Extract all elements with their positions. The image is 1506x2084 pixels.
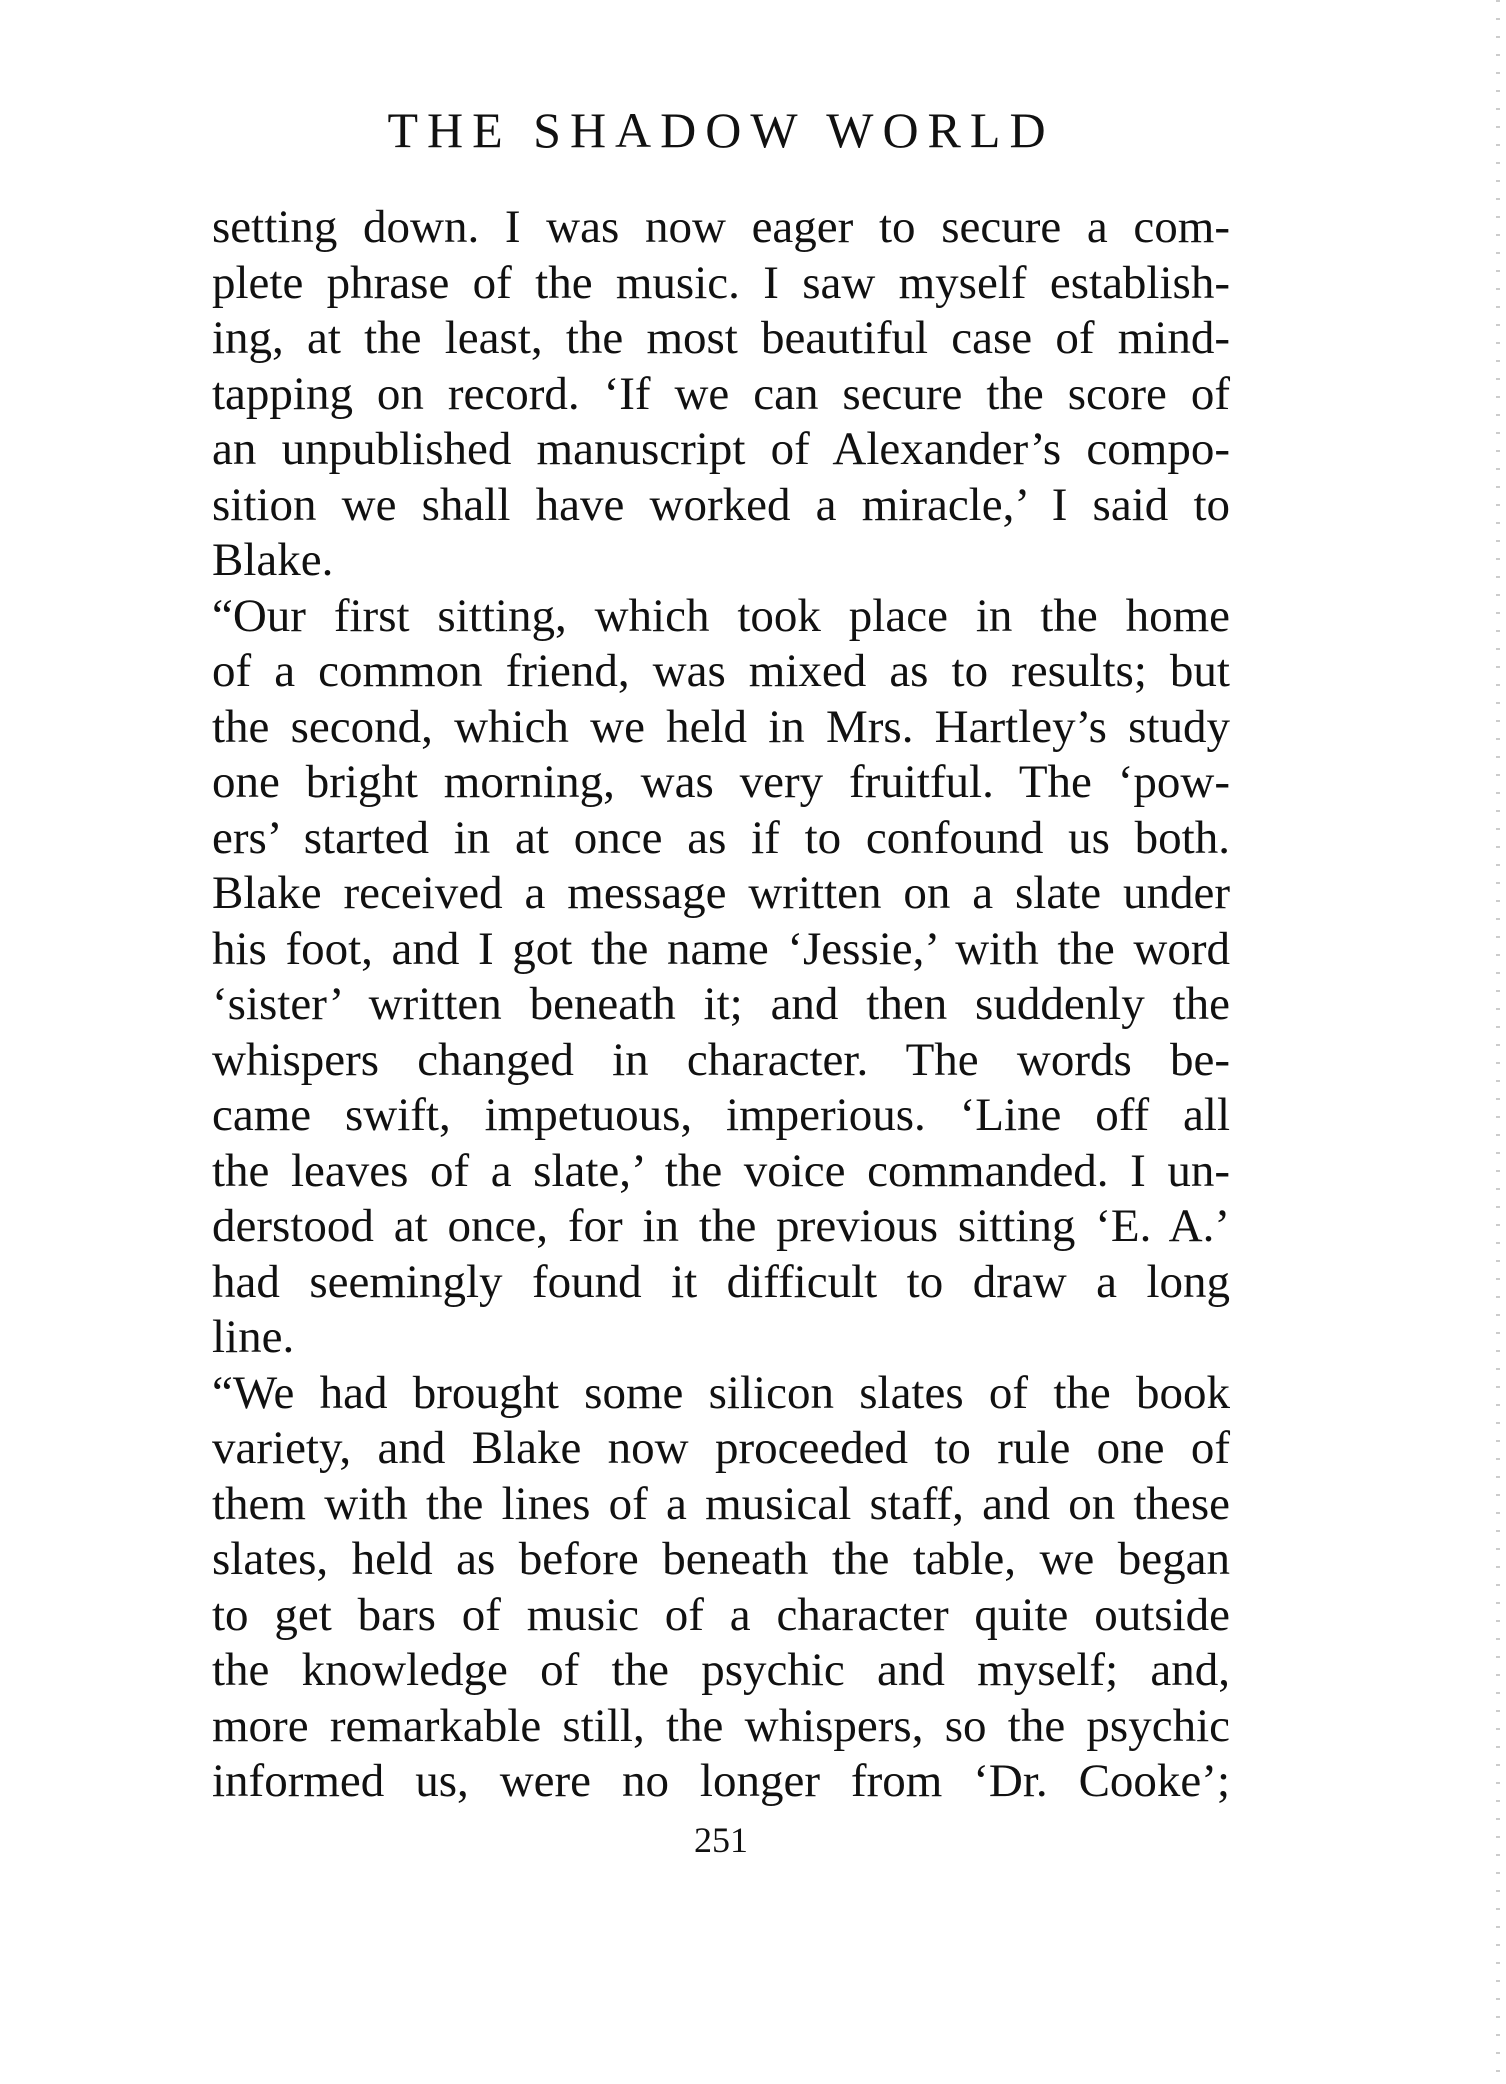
text-line: ‘sister’ written beneath it; and then suddenly the bbox=[212, 978, 1230, 1030]
text-line: “Our first sitting, which took place in the home bbox=[212, 589, 1230, 642]
text-line: them with the lines of a musical staff, and on these bbox=[212, 1477, 1230, 1530]
text-line: setting down. I was now eager to secure a com- bbox=[212, 201, 1230, 253]
text-line: ing, at the least, the most beautiful case of mind- bbox=[212, 312, 1230, 364]
text-line: an unpublished manuscript of Alexander’s compo- bbox=[212, 423, 1230, 475]
text-line: the second, which we held in Mrs. Hartley’s study bbox=[212, 700, 1230, 753]
text-line: had seemingly found it difficult to draw a long bbox=[212, 1255, 1230, 1308]
text-line: the leaves of a slate,’ the voice commanded. I un- bbox=[212, 1144, 1230, 1197]
text-line: whispers changed in character. The words be- bbox=[212, 1033, 1230, 1086]
text-line: line. bbox=[212, 1311, 295, 1363]
text-line: one bright morning, was very fruitful. The ‘pow- bbox=[212, 756, 1230, 808]
text-line: “We had brought some silicon slates of the book bbox=[212, 1366, 1230, 1419]
text-line: variety, and Blake now proceeded to rule one of bbox=[212, 1422, 1230, 1474]
text-line: came swift, impetuous, imperious. ‘Line off all bbox=[212, 1089, 1230, 1141]
text-line: plete phrase of the music. I saw myself establish- bbox=[212, 256, 1230, 309]
text-line: slates, held as before beneath the table, we began bbox=[212, 1533, 1230, 1585]
text-line: ers’ started in at once as if to confound us both. bbox=[212, 811, 1230, 864]
running-title: THE SHADOW WORLD bbox=[387, 102, 1055, 158]
text-line: derstood at once, for in the previous sitting ‘E. A.’ bbox=[212, 1200, 1230, 1252]
text-line: his foot, and I got the name ‘Jessie,’ with the word bbox=[212, 922, 1230, 975]
page-edge-marks bbox=[1496, 0, 1500, 2084]
page-number: 251 bbox=[694, 1820, 748, 1860]
text-line: Blake received a message written on a slate under bbox=[212, 867, 1230, 919]
body-text bbox=[212, 200, 1230, 1810]
text-line: informed us, were no longer from ‘Dr. Cooke’; bbox=[212, 1755, 1230, 1807]
text-line: of a common friend, was mixed as to results; but bbox=[212, 645, 1230, 697]
text-line: sition we shall have worked a miracle,’ I said to bbox=[212, 478, 1230, 531]
text-line: Blake. bbox=[212, 534, 334, 586]
text-line: tapping on record. ‘If we can secure the score of bbox=[212, 367, 1230, 420]
text-line: to get bars of music of a character quite outside bbox=[212, 1588, 1230, 1641]
text-line: the knowledge of the psychic and myself; and, bbox=[212, 1644, 1230, 1696]
text-line: more remarkable still, the whispers, so the psychic bbox=[212, 1699, 1230, 1752]
